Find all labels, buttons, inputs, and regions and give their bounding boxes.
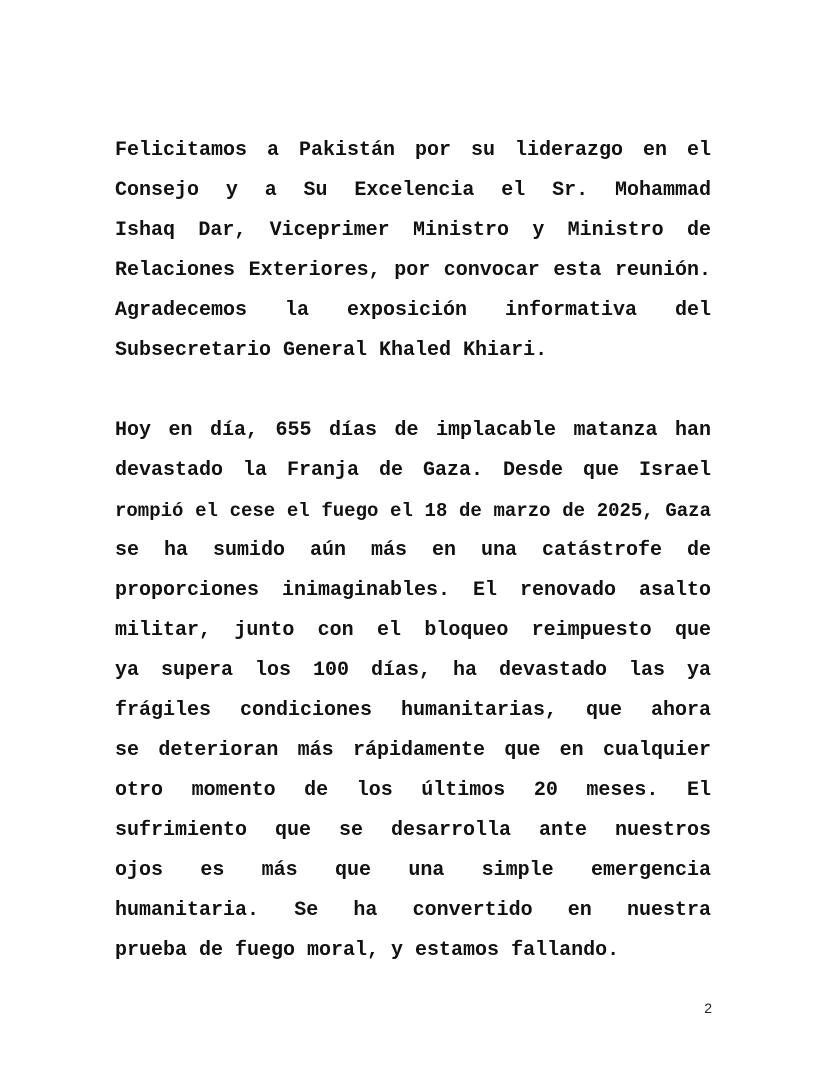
paragraph-line: ya supera los 100 días, ha devastado las ya xyxy=(115,659,711,682)
paragraph-line: militar, junto con el bloqueo reimpuesto que xyxy=(115,619,711,642)
paragraph-line: sufrimiento que se desarrolla ante nuestros xyxy=(115,819,711,842)
paragraph-line: Hoy en día, 655 días de implacable matanza han xyxy=(115,419,711,442)
paragraph-line: ojos es más que una simple emergencia xyxy=(115,859,711,882)
paragraph-line: se ha sumido aún más en una catástrofe de xyxy=(115,539,711,562)
paragraph-line: otro momento de los últimos 20 meses. El xyxy=(115,779,711,802)
page-number: 2 xyxy=(704,1000,712,1016)
paragraph-line: proporciones inimaginables. El renovado asalto xyxy=(115,579,711,602)
paragraph-line: Felicitamos a Pakistán por su liderazgo en el xyxy=(115,139,711,162)
paragraph-line: frágiles condiciones humanitarias, que ahora xyxy=(115,699,711,722)
paragraph-line: Subsecretario General Khaled Khiari. xyxy=(115,339,548,362)
paragraph-line: Agradecemos la exposición informativa del xyxy=(115,299,711,322)
paragraph-line: prueba de fuego moral, y estamos fallando. xyxy=(115,939,620,962)
paragraph-line: Relaciones Exteriores, por convocar esta reunión. xyxy=(115,259,711,282)
paragraph-line: humanitaria. Se ha convertido en nuestra xyxy=(115,899,711,922)
paragraph-line: Ishaq Dar, Viceprimer Ministro y Ministro de xyxy=(115,219,711,242)
paragraph-gaza-situation xyxy=(115,411,711,971)
paragraph-line: devastado la Franja de Gaza. Desde que Israel xyxy=(115,459,711,482)
paragraph-line: se deterioran más rápidamente que en cualquier xyxy=(115,739,711,762)
paragraph-line: Consejo y a Su Excelencia el Sr. Mohammad xyxy=(115,179,711,202)
paragraph-line: rompió el cese el fuego el 18 de marzo de 2025, Gaza xyxy=(115,500,711,522)
paragraph-congratulations xyxy=(115,131,711,371)
